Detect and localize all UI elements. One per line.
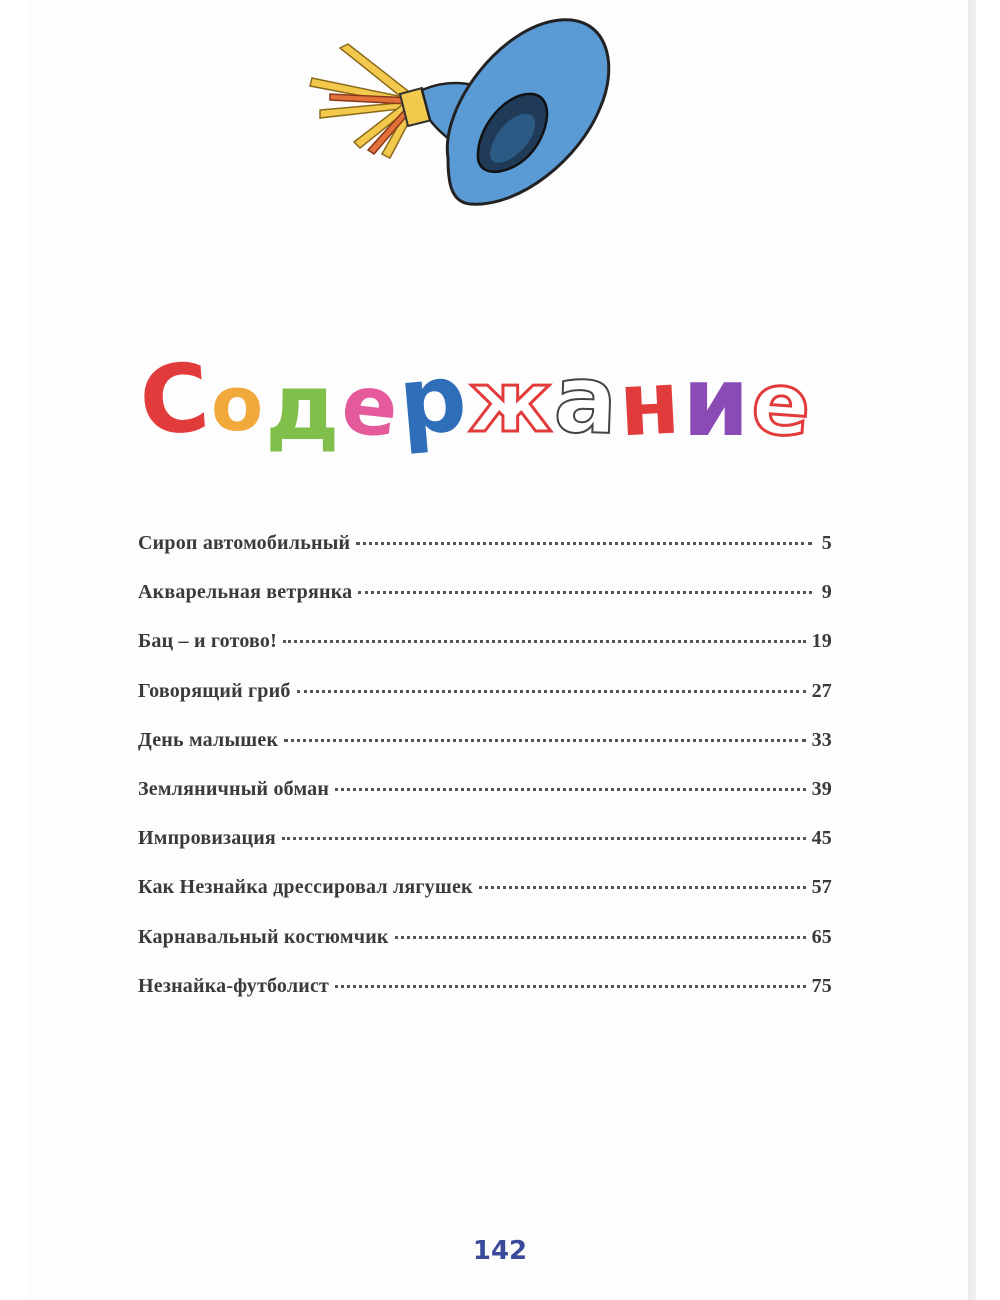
toc-entry-page: 9 — [821, 581, 832, 604]
toc-entry-page: 27 — [811, 679, 832, 702]
toc-entry[interactable] — [138, 532, 832, 581]
title-letter: а — [552, 344, 620, 457]
toc-entry[interactable] — [138, 975, 832, 1024]
dot-leader — [284, 739, 805, 742]
table-of-contents — [138, 532, 832, 1024]
toc-entry-title: Незнайка-футболист — [138, 974, 330, 997]
dot-leader — [395, 936, 806, 939]
toc-entry[interactable] — [138, 581, 832, 630]
title-letter: н — [616, 350, 683, 457]
toc-entry[interactable] — [138, 827, 832, 876]
toc-entry-page: 39 — [811, 777, 832, 800]
toc-entry-title: Импровизация — [138, 827, 276, 850]
dot-leader — [335, 985, 806, 988]
dot-leader — [283, 640, 806, 643]
toc-entry-title: Говорящий гриб — [138, 679, 291, 702]
toc-entry-page: 65 — [811, 925, 832, 948]
title-letter: е — [336, 356, 403, 457]
toc-entry[interactable] — [138, 680, 832, 729]
page-title — [136, 318, 860, 461]
dot-leader — [356, 542, 812, 545]
page-edge — [968, 0, 972, 1300]
blue-hat-icon — [300, 8, 620, 228]
title-letter: е — [748, 353, 814, 457]
toc-entry-page: 5 — [821, 532, 832, 554]
toc-entry[interactable] — [138, 630, 832, 679]
toc-entry-title: Бац – и готово! — [138, 630, 277, 653]
title-letter: д — [265, 354, 340, 461]
toc-entry-title: Земляничный обман — [138, 777, 330, 800]
dot-leader — [335, 788, 805, 791]
dot-leader — [282, 837, 806, 840]
toc-entry[interactable] — [138, 876, 832, 925]
toc-entry-page: 75 — [811, 974, 832, 997]
toc-entry-page: 45 — [811, 827, 832, 850]
title-letter: р — [394, 343, 472, 458]
toc-entry-title: Как Незнайка дрессировал лягушек — [138, 876, 473, 899]
title-letter: о — [211, 359, 264, 448]
page-number: 142 — [472, 1236, 528, 1266]
toc-entry-page: 19 — [811, 630, 832, 653]
title-letter: и — [682, 346, 750, 458]
dot-leader — [358, 591, 812, 594]
toc-entry[interactable] — [138, 729, 832, 778]
title-letter: С — [136, 343, 213, 458]
toc-entry-title: Карнавальный костюмчик — [138, 925, 389, 948]
dot-leader — [297, 690, 806, 693]
toc-entry-title: День малышек — [138, 728, 279, 751]
toc-entry-title: Сироп автомобильный — [138, 532, 351, 554]
title-letter: ж — [468, 353, 553, 451]
toc-entry-page: 57 — [811, 876, 832, 899]
toc-entry-title: Акварельная ветрянка — [138, 581, 353, 604]
dot-leader — [479, 886, 806, 889]
toc-entry[interactable] — [138, 778, 832, 827]
toc-entry[interactable] — [138, 926, 832, 975]
toc-entry-page: 33 — [811, 728, 832, 751]
